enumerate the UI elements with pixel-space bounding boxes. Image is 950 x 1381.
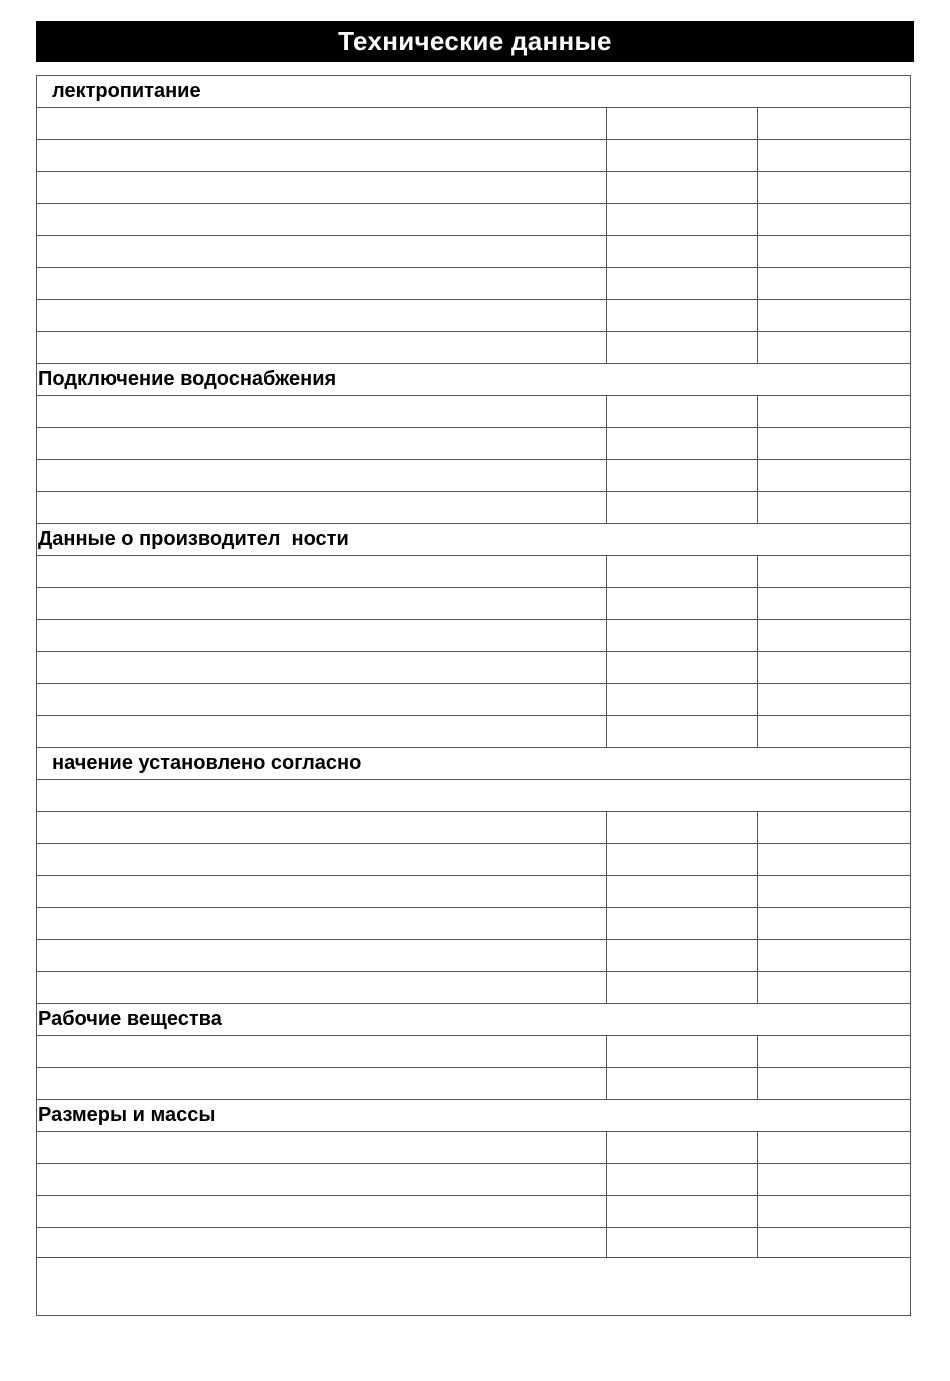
row-divider <box>36 267 911 268</box>
row-divider <box>36 715 911 716</box>
row-divider <box>36 107 911 108</box>
row-divider <box>36 971 911 972</box>
row-divider <box>36 811 911 812</box>
page-title: Технические данные <box>36 21 914 62</box>
row-divider <box>36 491 911 492</box>
column-divider <box>757 107 758 363</box>
section-title-water: Подключение водоснабжения <box>38 368 337 390</box>
column-divider <box>757 1131 758 1257</box>
row-divider <box>36 683 911 684</box>
row-divider <box>36 1003 911 1004</box>
column-divider <box>606 1131 607 1257</box>
section-header-performance <box>36 523 911 555</box>
row-divider <box>36 1035 911 1036</box>
row-divider <box>36 427 911 428</box>
row-divider <box>36 939 911 940</box>
section-header-standard <box>36 747 911 779</box>
section-title-substances: Рабочие вещества <box>38 1008 222 1030</box>
row-divider <box>36 299 911 300</box>
row-divider <box>36 619 911 620</box>
row-divider <box>36 203 911 204</box>
column-divider <box>757 811 758 1003</box>
section-header-water <box>36 363 911 395</box>
row-divider <box>36 843 911 844</box>
row-divider <box>36 395 911 396</box>
row-divider <box>36 331 911 332</box>
row-divider <box>36 555 911 556</box>
column-divider <box>606 395 607 523</box>
row-divider <box>36 523 911 524</box>
row-divider <box>36 1257 911 1258</box>
column-divider <box>757 395 758 523</box>
row-divider <box>36 235 911 236</box>
row-divider <box>36 651 911 652</box>
column-divider <box>606 811 607 1003</box>
row-divider <box>36 171 911 172</box>
technical-data-table <box>36 75 911 1316</box>
section-title-performance: Данные о производител ности <box>38 528 349 550</box>
row-divider <box>36 1067 911 1068</box>
row-divider <box>36 363 911 364</box>
column-divider <box>757 555 758 747</box>
section-title-standard: начение установлено согласно <box>52 752 362 774</box>
row-divider <box>36 779 911 780</box>
column-divider <box>757 1035 758 1099</box>
row-divider <box>36 875 911 876</box>
section-header-power <box>36 75 911 107</box>
row-divider <box>36 1131 911 1132</box>
column-divider <box>606 107 607 363</box>
section-title-dimensions: Размеры и массы <box>38 1104 216 1126</box>
row-divider <box>36 1227 911 1228</box>
section-header-dimensions <box>36 1099 911 1131</box>
section-title-power: лектропитание <box>52 80 201 102</box>
row-divider <box>36 459 911 460</box>
row-divider <box>36 587 911 588</box>
section-header-substances <box>36 1003 911 1035</box>
row-divider <box>36 1163 911 1164</box>
column-divider <box>606 555 607 747</box>
row-divider <box>36 1099 911 1100</box>
row-divider <box>36 1195 911 1196</box>
column-divider <box>606 1035 607 1099</box>
row-divider <box>36 139 911 140</box>
row-divider <box>36 747 911 748</box>
row-divider <box>36 907 911 908</box>
